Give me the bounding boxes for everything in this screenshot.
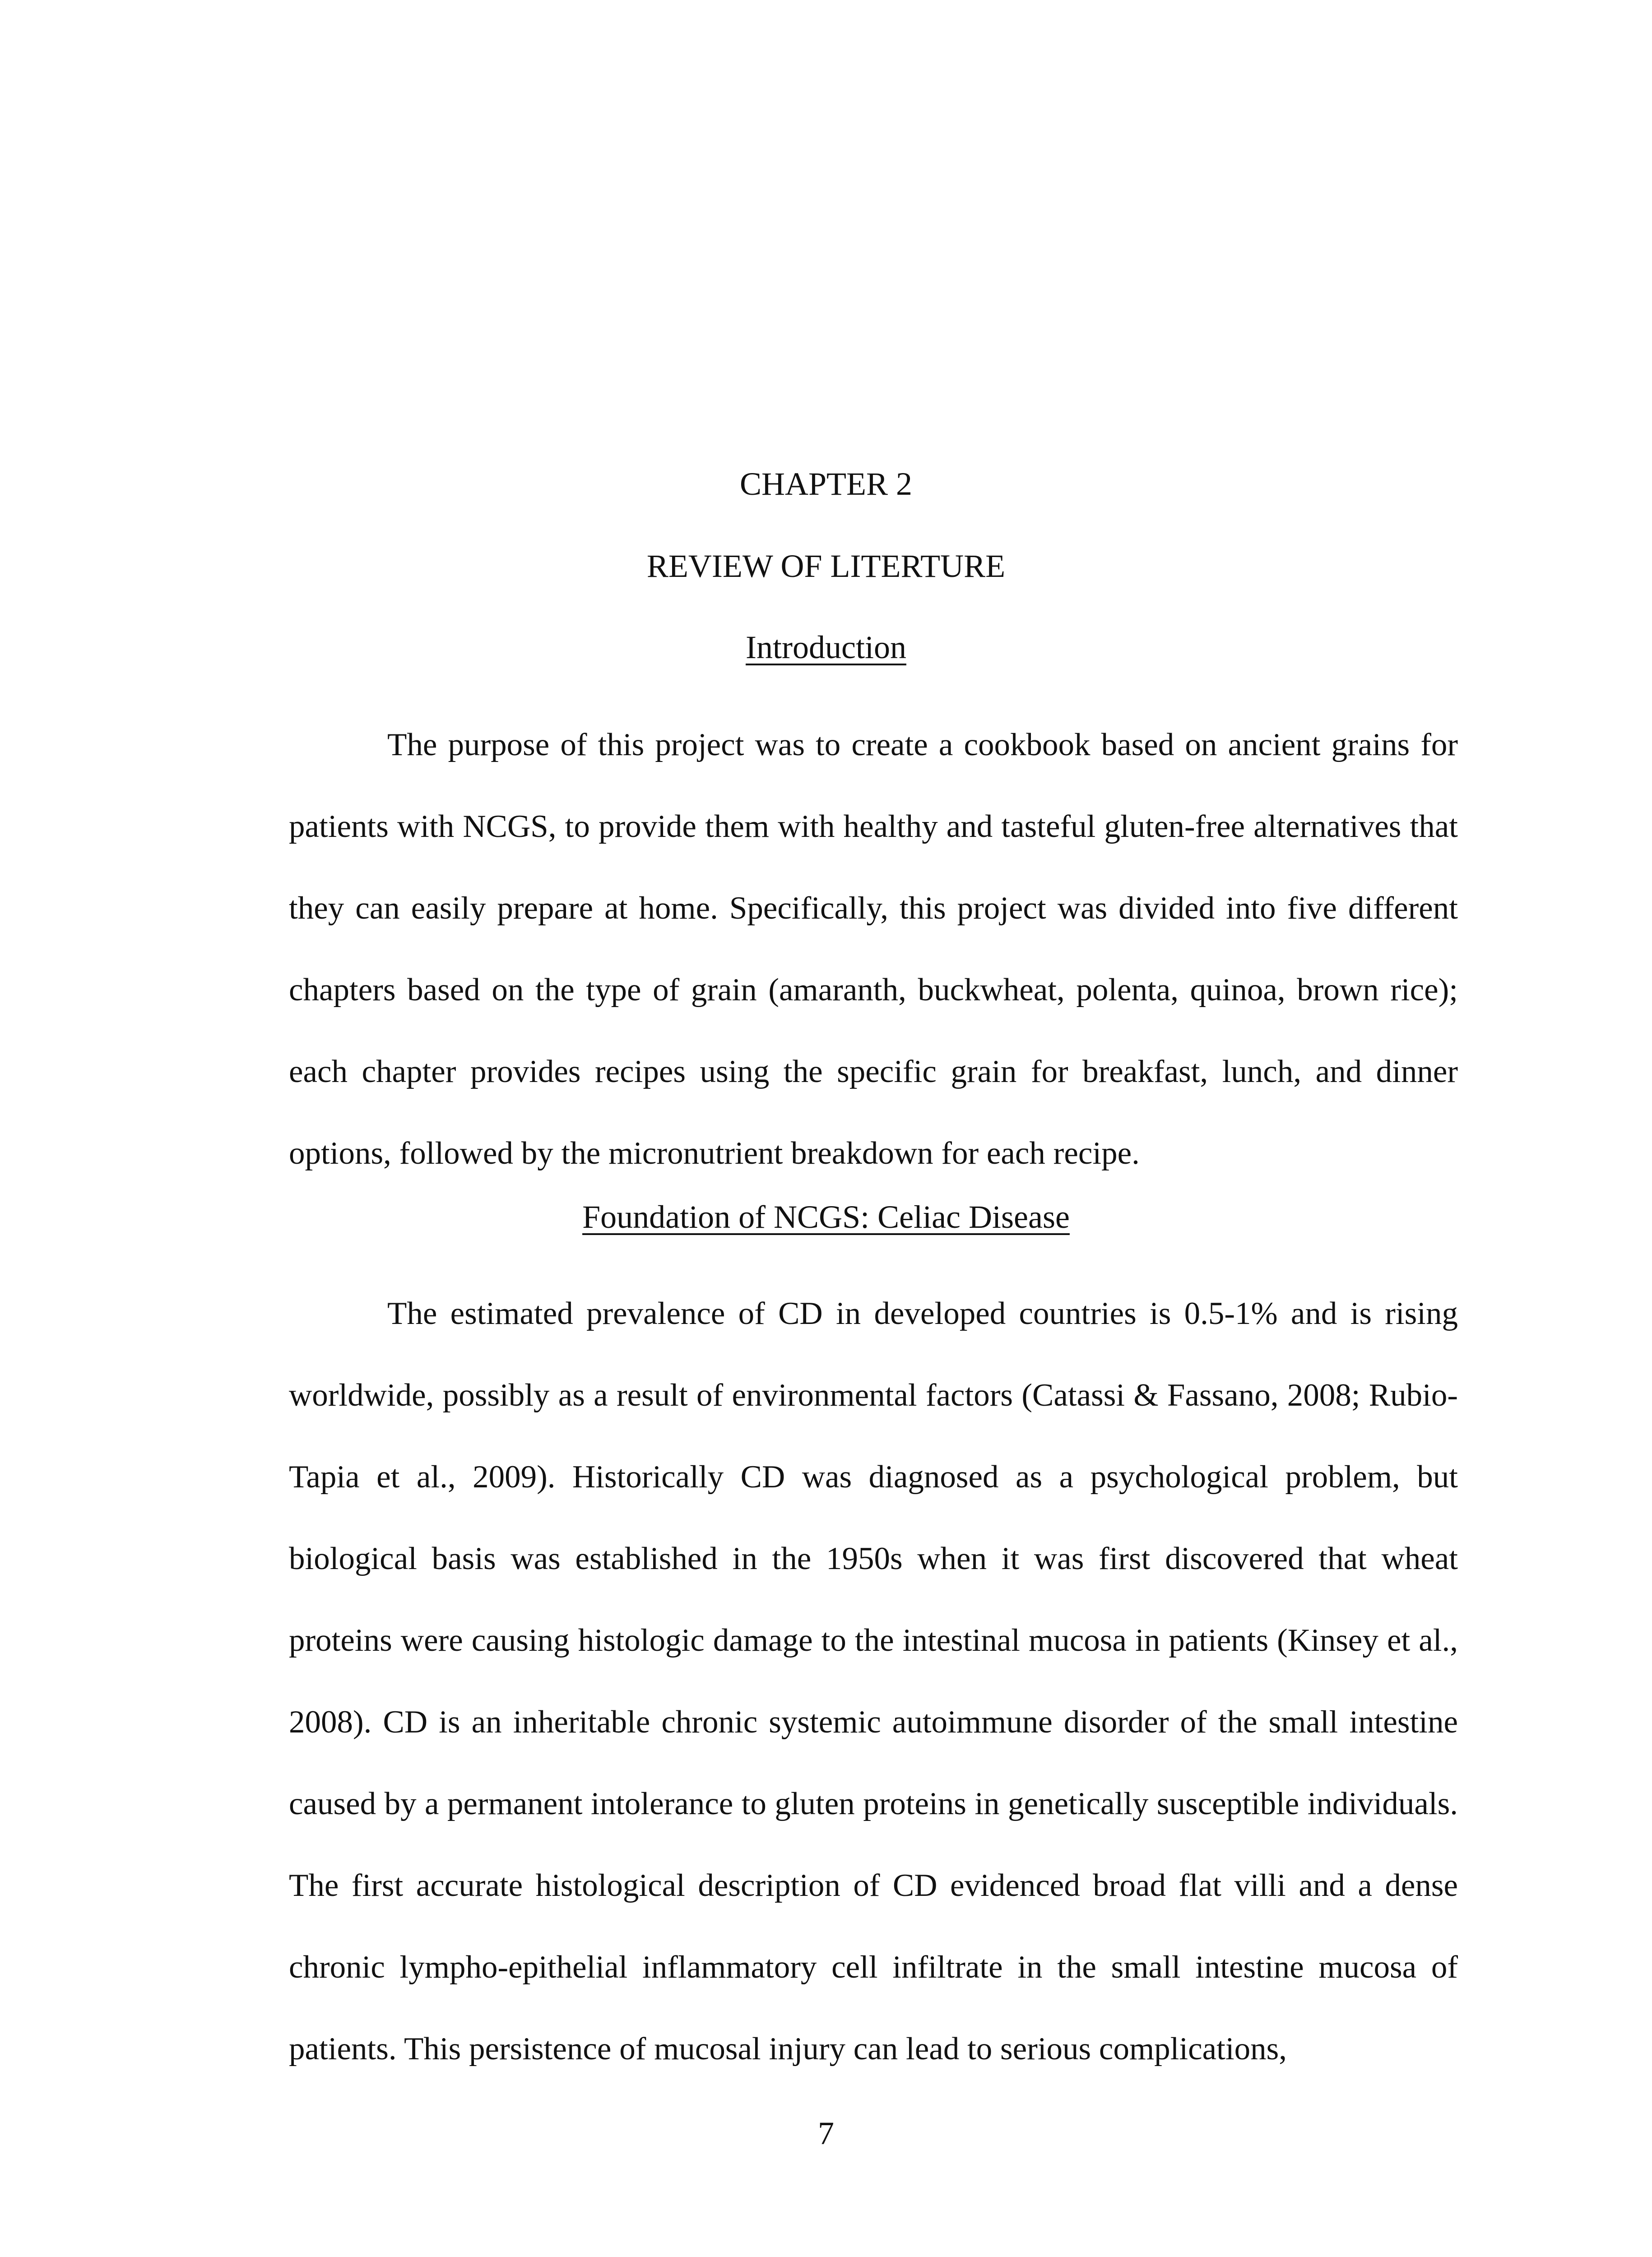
- celiac-disease-paragraph: The estimated prevalence of CD in developed countries is 0.5-1% and is rising worldwide, possibly as a result of environmental factors (Catassi & Fassano, 2008; Rubio-Tapia et al., 2009). Historically CD was diagnosed as a psychological problem, but biological basis was established in the 1950s when it was first discovered that wheat proteins were causing histologic damage to the intestinal mucosa in patients (Kinsey et al., 2008). CD is an inheritable chronic systemic autoimmune disorder of the small intestine caused by a permanent intolerance to gluten proteins in genetically susceptible individuals. The first accurate histological description of CD evidenced broad flat villi and a dense chronic lympho-epithelial inflammatory cell infiltrate in the small intestine mucosa of patients. This persistence of mucosal injury can lead to serious complications,: [289, 1296, 1458, 2067]
- chapter-title: REVIEW OF LITERTURE: [646, 548, 1006, 584]
- chapter-heading: CHAPTER 2: [739, 466, 913, 502]
- page-number: 7: [818, 2115, 834, 2151]
- section-heading-foundation: [0, 1201, 1652, 1233]
- introduction-paragraph: The purpose of this project was to create a cookbook based on ancient grains for patients with NCGS, to provide them with healthy and tasteful gluten-free alternatives that they can easily prepare at home. Specifically, this project was divided into five different chapters based on the type of grain (amaranth, buckwheat, polenta, quinoa, brown rice); each chapter provides recipes using the specific grain for breakfast, lunch, and dinner options, followed by the micronutrient breakdown for each recipe.: [289, 727, 1458, 1171]
- section-heading-foundation-text: Foundation of NCGS: Celiac Disease: [582, 1199, 1070, 1235]
- section-heading-introduction-text: Introduction: [746, 629, 906, 665]
- section-heading-introduction: [0, 631, 1652, 664]
